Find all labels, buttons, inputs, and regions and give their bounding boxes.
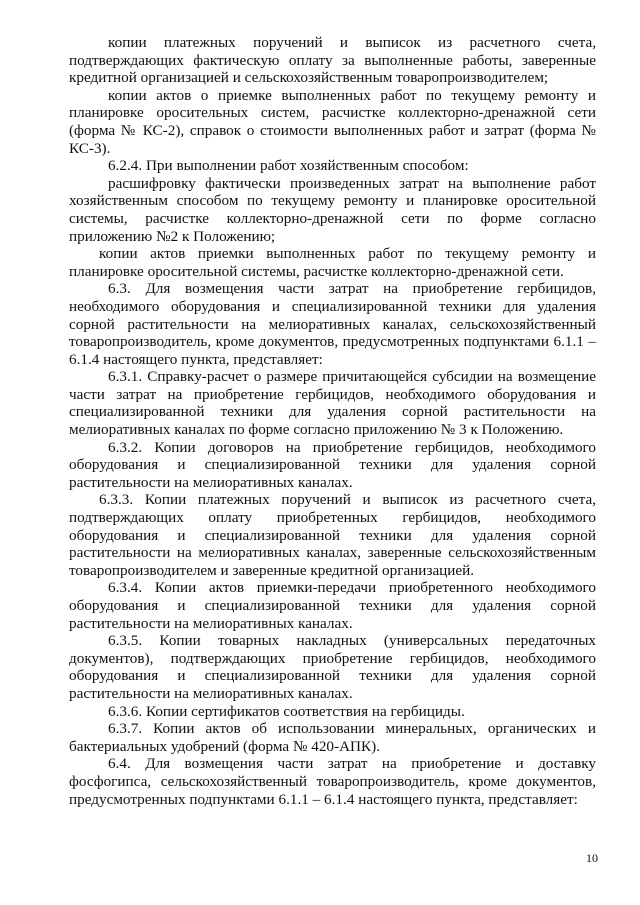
paragraph: 6.3.1. Справку-расчет о размере причитающейся субсидии на возмещение части затрат на приобретение гербицидов, необходимого оборудования и специализированной техники для удаления сорной растительности на мелиоративных каналах по форме согласно приложению № 3 к Положению. [69,368,596,439]
paragraph: 6.2.4. При выполнении работ хозяйственным способом: [108,157,469,175]
paragraph: 6.3.3. Копии платежных поручений и выписок из расчетного счета, подтверждающих оплату приобретенных гербицидов, необходимого оборудования и специализированной техники для удаления сорной растительности на мелиоративных каналах, заверенные сельскохозяйственным товаропроизводителем и заверенные кредитной организацией. [69,491,596,579]
paragraph: 6.4. Для возмещения части затрат на приобретение и доставку фосфогипса, сельскохозяйственный товаропроизводитель, кроме документов, предусмотренных подпунктами 6.1.1 – 6.1.4 настоящего пункта, представляет: [69,755,596,808]
paragraph: копии платежных поручений и выписок из расчетного счета, подтверждающих фактическую оплату за выполненные работы, заверенные кредитной организацией и сельскохозяйственным товаропроизводителем; [69,34,596,87]
paragraph: 6.3.5. Копии товарных накладных (универсальных передаточных документов), подтверждающих приобретение гербицидов, необходимого оборудования и специализированной техники для удаления сорной растительности на мелиоративных каналах. [69,632,596,702]
page-number: 10 [586,851,598,865]
paragraph: расшифровку фактически произведенных затрат на выполнение работ хозяйственным способом по текущему ремонту и планировке оросительной системы, расчистке коллекторно-дренажной сети по форме согласно приложению №2 к Положению; [69,174,596,245]
paragraph: копии актов о приемке выполненных работ по текущему ремонту и планировке оросительных систем, расчистке коллекторно-дренажной сети (форма № КС-2), справок о стоимости выполненных работ и затрат (форма № КС-3). [69,86,596,157]
paragraph: 6.3. Для возмещения части затрат на приобретение гербицидов, необходимого оборудования и специализированной техники для удаления сорной растительности на мелиоративных каналах, сельскохозяйственный товаропроизводитель, кроме документов, предусмотренных подпунктами 6.1.1 – 6.1.4 настоящего пункта, представляет: [69,280,596,368]
document-body [69,34,596,808]
paragraph: 6.3.6. Копии сертификатов соответствия на гербициды. [108,702,465,720]
paragraph: 6.3.7. Копии актов об использовании минеральных, органических и бактериальных удобрений (форма № 420-АПК). [69,720,596,755]
paragraph: 6.3.4. Копии актов приемки-передачи приобретенного необходимого оборудования и специализированной техники для удаления сорной растительности на мелиоративных каналах. [69,579,596,632]
paragraph: копии актов приемки выполненных работ по текущему ремонту и планировке оросительной системы, расчистке коллекторно-дренажной сети. [69,245,596,280]
paragraph: 6.3.2. Копии договоров на приобретение гербицидов, необходимого оборудования и специализированной техники для удаления сорной растительности на мелиоративных каналах. [69,438,596,491]
